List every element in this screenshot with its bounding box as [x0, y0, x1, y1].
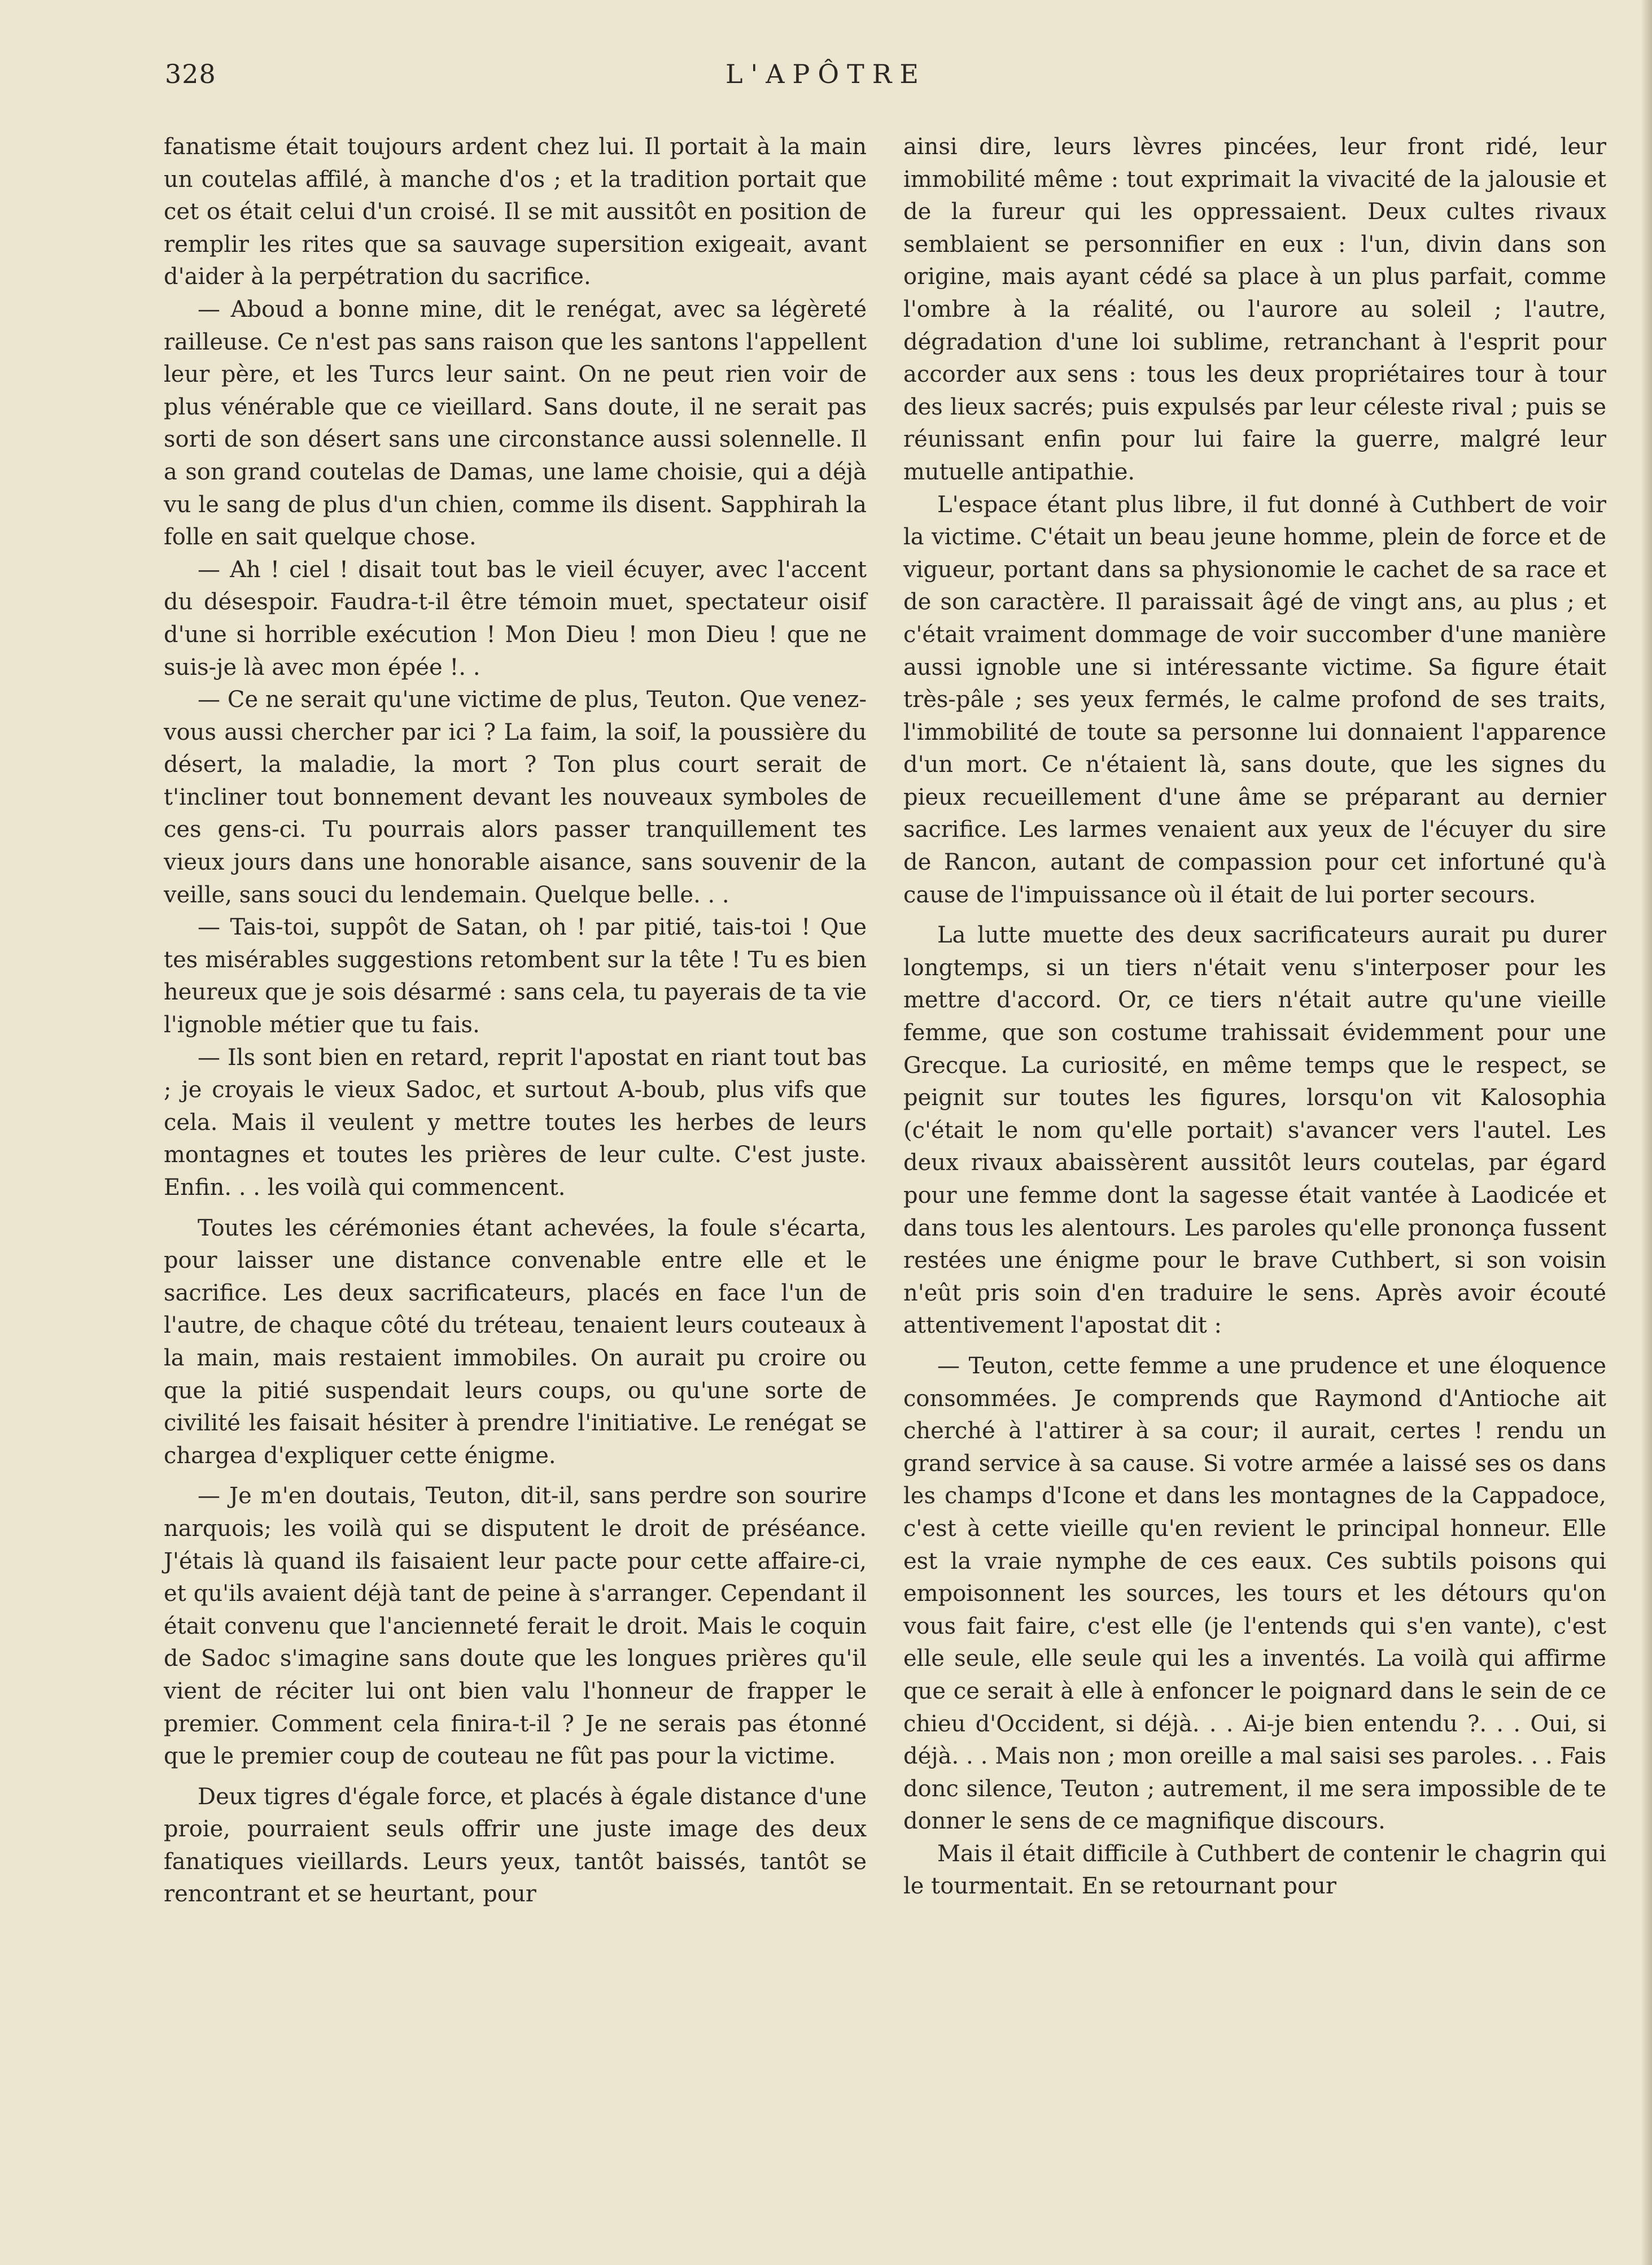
page-number: 328: [165, 59, 216, 89]
paragraph: — Aboud a bonne mine, dit le renégat, avec sa légèreté railleuse. Ce n'est pas sans raison que les santons l'appellent leur père, et les Turcs leur saint. On ne peut rien voir de plus vénérable que ce vieillard. Sans doute, il ne serait pas sorti de son désert sans une circonstance aussi solennelle. Il a son grand coutelas de Damas, une lame choisie, qui a déjà vu le sang de plus d'un chien, comme ils disent. Sapphirah la folle en sait quelque chose.: [164, 296, 867, 551]
paragraph: — Je m'en doutais, Teuton, dit-il, sans perdre son sourire narquois; les voilà qui se disputent le droit de préséance. J'étais là quand ils faisaient leur pacte pour cette affaire-ci, et qu'ils avaient déjà tant de peine à s'arranger. Cependant il était convenu que l'ancienneté ferait le droit. Mais le coquin de Sadoc s'imagine sans doute que les longues prières qu'il vient de réciter lui ont bien valu l'honneur de frapper le premier. Comment cela finira-t-il ? Je ne serais pas étonné que le premier coup de couteau ne fût pas pour la victime.: [164, 1483, 867, 1770]
left-column: [164, 131, 867, 1911]
paragraph: — Tais-toi, suppôt de Satan, oh ! par pitié, tais-toi ! Que tes misérables suggestions retombent sur la tête ! Tu es bien heureux que je sois désarmé : sans cela, tu payerais de ta vie l'ignoble métier que tu fais.: [164, 914, 867, 1038]
running-title: L'APÔTRE: [726, 59, 926, 89]
paragraph: fanatisme était toujours ardent chez lui. Il portait à la main un coutelas affilé, à manche d'os ; et la tradition portait que cet os était celui d'un croisé. Il se mit aussitôt en position de remplir les rites que sa sauvage supersition exigeait, avant d'aider à la perpétration du sacrifice.: [164, 134, 867, 290]
paragraph: — Ils sont bien en retard, reprit l'apostat en riant tout bas ; je croyais le vieux Sadoc, et surtout A-boub, plus vifs que cela. Mais il veulent y mettre toutes les herbes de leurs montagnes et toutes les prières de leur culte. C'est juste. Enfin. . . les voilà qui commencent.: [164, 1044, 867, 1201]
paragraph: Toutes les cérémonies étant achevées, la foule s'écarta, pour laisser une distance convenable entre elle et le sacrifice. Les deux sacrificateurs, placés en face l'un de l'autre, de chaque côté du tréteau, tenaient leurs couteaux à la main, mais restaient immobiles. On aurait pu croire ou que la pitié suspendait leurs coups, ou qu'une sorte de civilité les faisait hésiter à prendre l'initiative. Le renégat se chargea d'expliquer cette énigme.: [164, 1215, 867, 1469]
paragraph: Deux tigres d'égale force, et placés à égale distance d'une proie, pourraient seuls offrir une juste image des deux fanatiques vieillards. Leurs yeux, tantôt baissés, tantôt se rencontrant et se heurtant, pour: [164, 1783, 867, 1908]
paragraph: Mais il était difficile à Cuthbert de contenir le chagrin qui le tourmentait. En se retournant pour: [903, 1840, 1606, 1900]
paragraph: La lutte muette des deux sacrificateurs aurait pu durer longtemps, si un tiers n'était venu s'interposer pour les mettre d'accord. Or, ce tiers n'était autre qu'une vieille femme, que son costume trahissait évidemment pour une Grecque. La curiosité, en même temps que le respect, se peignit sur toutes les figures, lorsqu'on vit Kalosophia (c'était le nom qu'elle portait) s'avancer vers l'autel. Les deux rivaux abaissèrent aussitôt leurs coutelas, par égard pour une femme dont la sagesse était vantée à Laodicée et dans tous les alentours. Les paroles qu'elle prononça fussent restées une énigme pour le brave Cuthbert, si son voisin n'eût pris soin d'en traduire le sens. Après avoir écouté attentivement l'apostat dit :: [903, 922, 1606, 1339]
paragraph: — Ah ! ciel ! disait tout bas le vieil écuyer, avec l'accent du désespoir. Faudra-t-il être témoin muet, spectateur oisif d'une si horrible exécution ! Mon Dieu ! mon Dieu ! que ne suis-je là avec mon épée !. .: [164, 556, 867, 680]
paragraph: — Teuton, cette femme a une prudence et une éloquence consommées. Je comprends que Raymond d'Antioche ait cherché à l'attirer à sa cour; il aurait, certes ! rendu un grand service à sa cause. Si votre armée a laissé ses os dans les champs d'Icone et dans les montagnes de la Cappadoce, c'est à cette vieille qu'en revient le principal honneur. Elle est la vraie nymphe de ces eaux. Ces subtils poisons qui empoisonnent les sources, les tours et les détours qu'on vous fait faire, c'est elle (je l'entends qui s'en vante), c'est elle seule, elle seule qui les a inventés. La voilà qui affirme que ce serait à elle à enfoncer le poignard dans le sein de ce chieu d'Occident, si déjà. . . Ai-je bien entendu ?. . . Oui, si déjà. . . Mais non ; mon oreille a mal saisi ses paroles. . . Fais donc silence, Teuton ; autrement, il me sera impossible de te donner le sens de ce magnifique discours.: [903, 1352, 1606, 1835]
right-column: [903, 131, 1606, 1903]
paragraph: L'espace étant plus libre, il fut donné à Cuthbert de voir la victime. C'était un beau jeune homme, plein de force et de vigueur, portant dans sa physionomie le cachet de sa race et de son caractère. Il paraissait âgé de vingt ans, au plus ; et c'était vraiment dommage de voir succomber d'une manière aussi ignoble une si intéressante victime. Sa figure était très-pâle ; ses yeux fermés, le calme profond de ses traits, l'immobilité de toute sa personne lui donnaient l'apparence d'un mort. Ce n'étaient là, sans doute, que les signes du pieux recueillement d'une âme se préparant au dernier sacrifice. Les larmes venaient aux yeux de l'écuyer du sire de Rancon, autant de compassion pour cet infortuné qu'à cause de l'impuissance où il était de lui porter secours.: [903, 491, 1606, 908]
paragraph: ainsi dire, leurs lèvres pincées, leur front ridé, leur immobilité même : tout exprimait la vivacité de la jalousie et de la fureur qui les oppressaient. Deux cultes rivaux semblaient se personnifier en eux : l'un, divin dans son origine, mais ayant cédé sa place à un plus parfait, comme l'ombre à la réalité, ou l'aurore au soleil ; l'autre, dégradation d'une loi sublime, retranchant à l'esprit pour accorder aux sens : tous les deux propriétaires tour à tour des lieux sacrés; puis expulsés par leur céleste rival ; puis se réunissant enfin pour lui faire la guerre, malgré leur mutuelle antipathie.: [903, 134, 1606, 485]
paragraph: — Ce ne serait qu'une victime de plus, Teuton. Que venez-vous aussi chercher par ici ? La faim, la soif, la poussière du désert, la maladie, la mort ? Ton plus court serait de t'incliner tout bonnement devant les nouveaux symboles de ces gens-ci. Tu pourrais alors passer tranquillement tes vieux jours dans une honorable aisance, sans souvenir de la veille, sans souci du lendemain. Quelque belle. . .: [164, 687, 867, 908]
page-edge-shadow: [1641, 0, 1652, 2265]
